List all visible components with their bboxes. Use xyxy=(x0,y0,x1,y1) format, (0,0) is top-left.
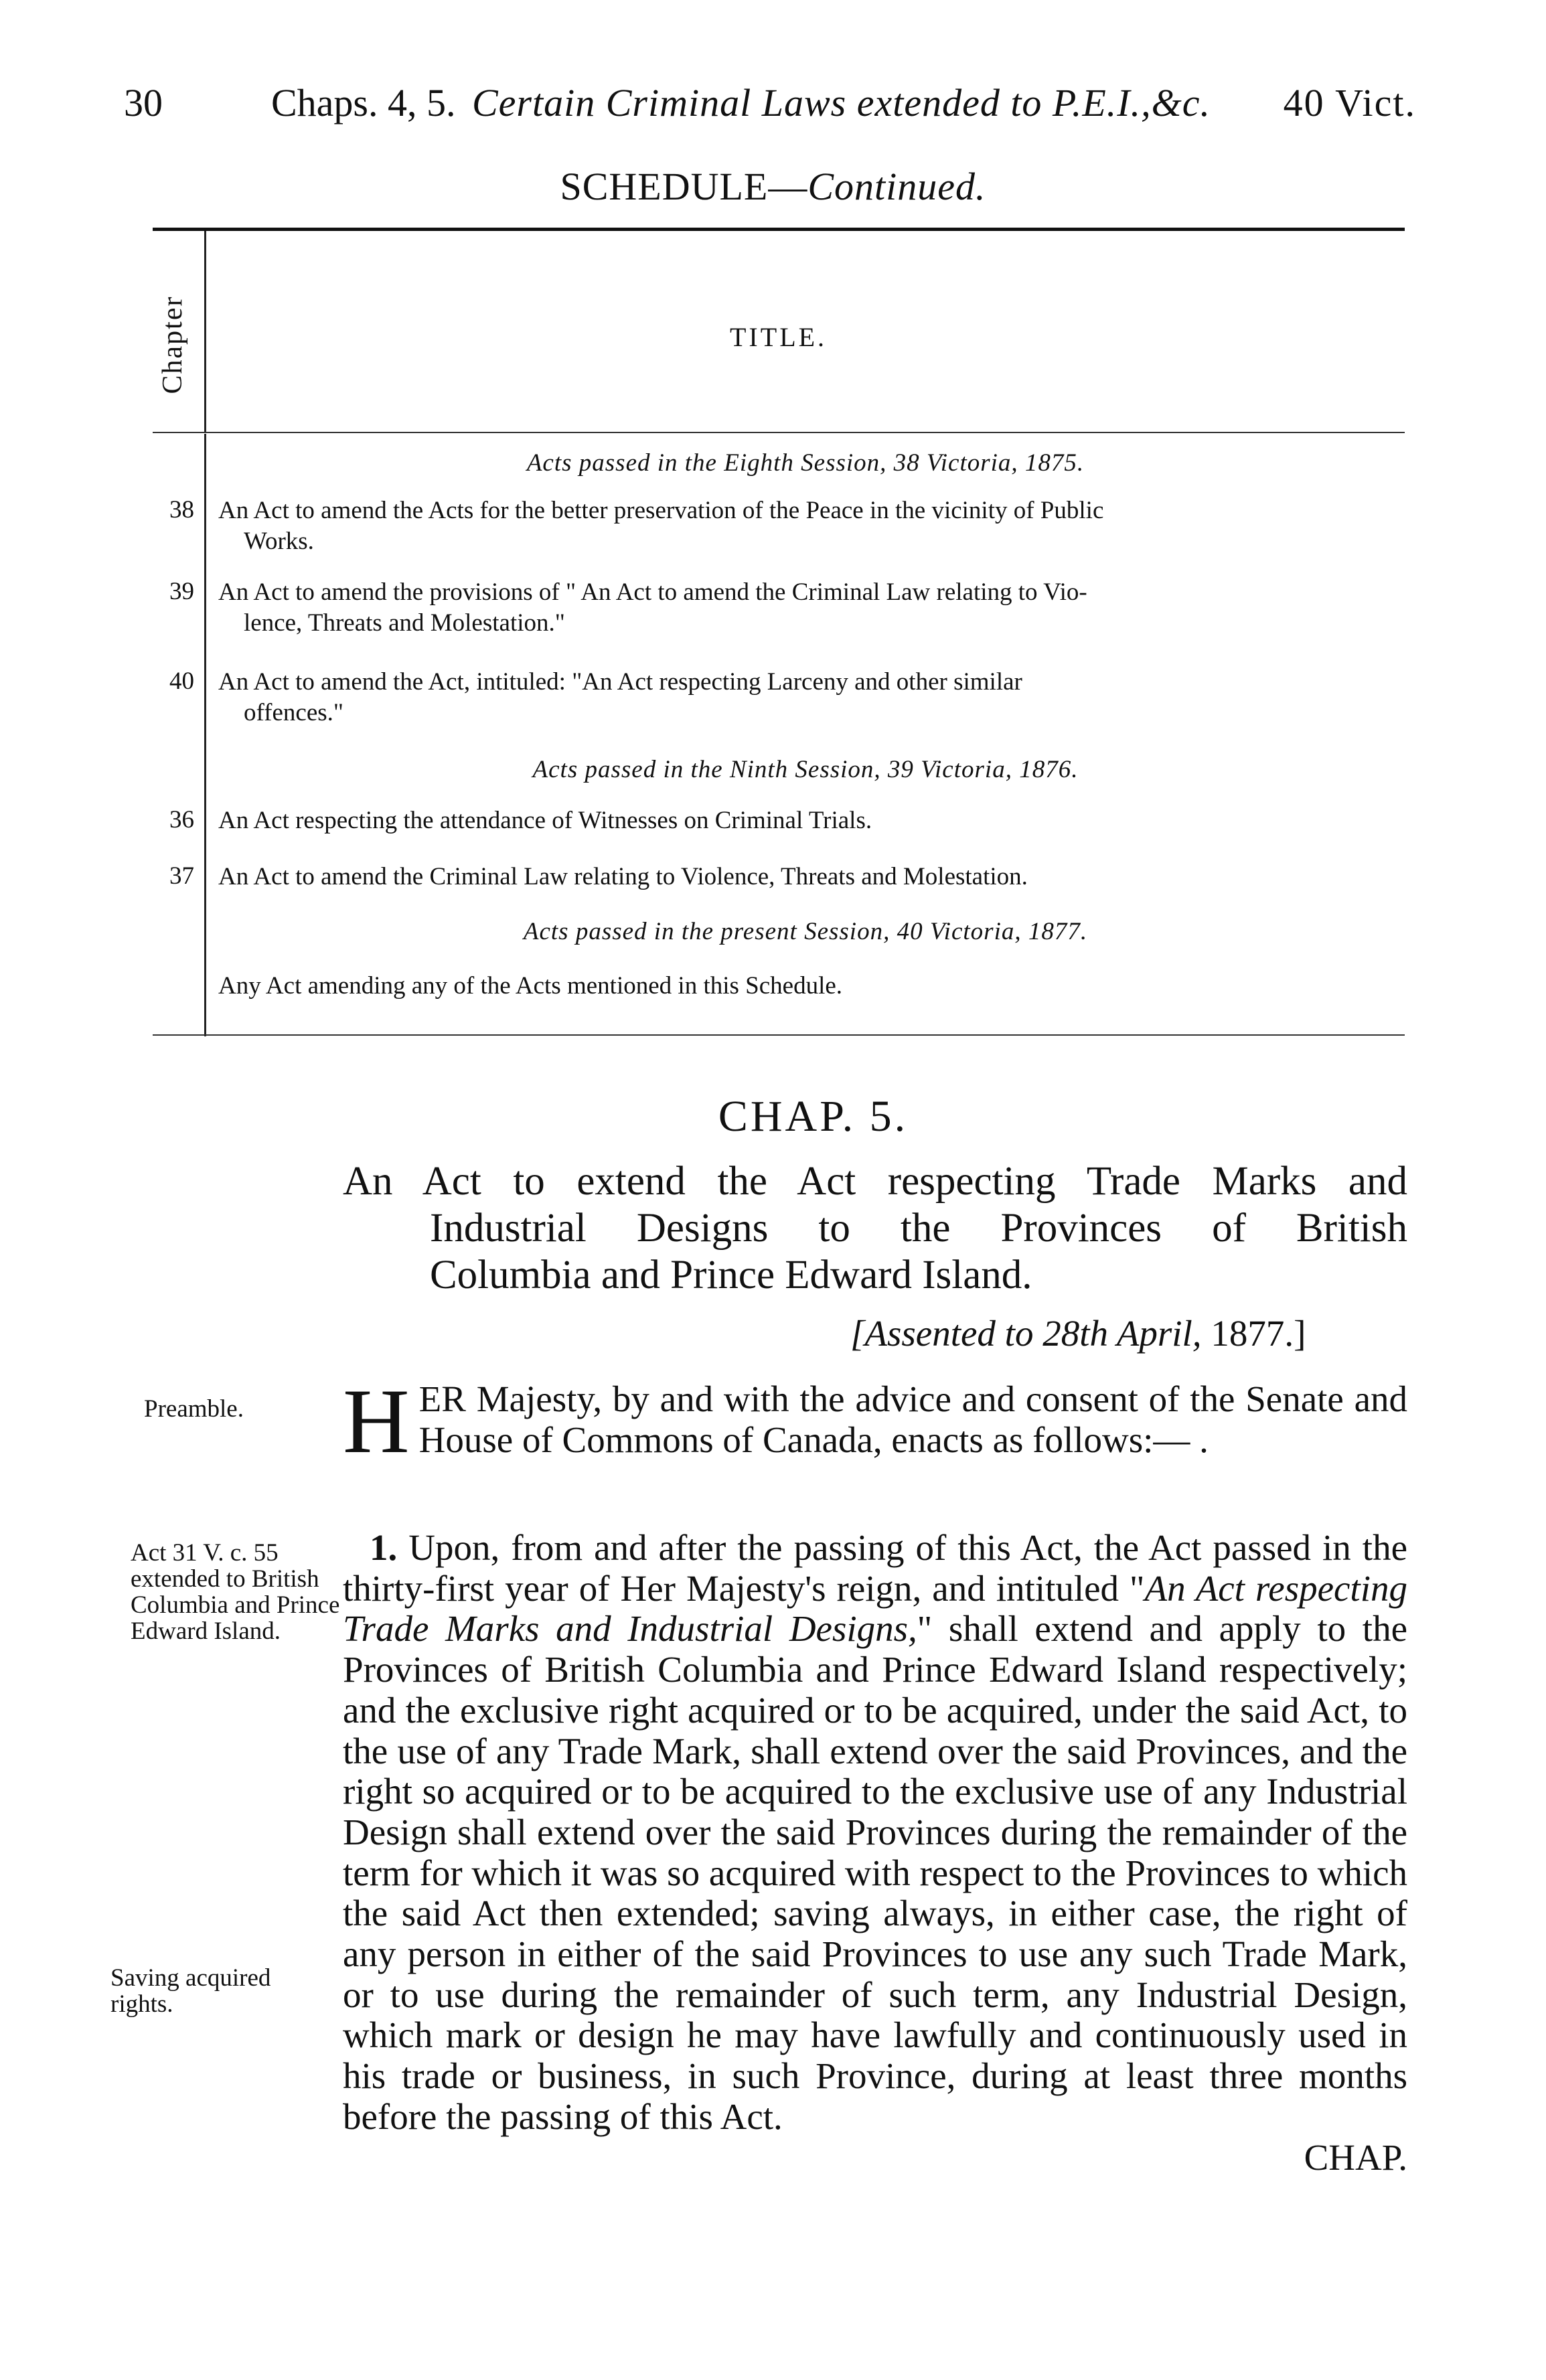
margin-note-act-extended: Act 31 V. c. 55 extended to British Columbia and Prince Edward Island. xyxy=(131,1539,340,1645)
margin-note-preamble: Preamble. xyxy=(144,1395,244,1423)
preamble-text: ER Majesty, by and with the advice and consent of the Senate and House of Commons of Canada, enacts as follows:— . xyxy=(418,1378,1407,1460)
row-title-continuation: lence, Threats and Molestation." xyxy=(244,609,565,637)
row-title-line: An Act to amend the Act, intituled: "An Act respecting Larceny and other similar xyxy=(218,668,1022,696)
running-title: Certain Criminal Laws extended to P.E.I.,&c. xyxy=(472,81,1211,125)
table-column-divider-body xyxy=(204,434,206,1036)
page-number: 30 xyxy=(124,81,163,125)
row-chapter-number: 38 xyxy=(169,496,194,524)
row-chapter-number: 36 xyxy=(169,806,194,834)
table-column-divider-head xyxy=(204,231,206,432)
row-chapter-number: 37 xyxy=(169,862,194,890)
row-title-line: An Act to amend the Acts for the better preservation of the Peace in the vicinity of Public xyxy=(218,497,1104,524)
section-number: 1. xyxy=(370,1527,398,1568)
table-top-rule xyxy=(153,228,1405,231)
schedule-heading-continued: Continued. xyxy=(807,165,986,208)
preamble-paragraph xyxy=(343,1370,1407,1472)
row-title-continuation: Works. xyxy=(244,528,314,555)
chapters-label: Chaps. 4, 5. xyxy=(271,81,456,125)
regnal-year: 40 Vict. xyxy=(1283,81,1416,125)
section-1-paragraph xyxy=(343,1528,1407,2178)
act-title-line: An Act to extend the Act respecting Trade Marks and xyxy=(343,1159,1407,1204)
row-title xyxy=(218,667,1403,728)
margin-note-saving: Saving acquired rights. xyxy=(110,1964,271,2018)
row-chapter-number: 39 xyxy=(169,578,194,605)
row-title: Any Act amending any of the Acts mentioned in this Schedule. xyxy=(218,972,843,1000)
chapter-heading: CHAP. 5. xyxy=(718,1092,909,1141)
schedule-heading xyxy=(0,164,1546,209)
row-title-continuation: offences." xyxy=(244,699,343,726)
session-label: Acts passed in the Ninth Session, 39 Victoria, 1876. xyxy=(532,756,1079,783)
schedule-heading-text: SCHEDULE— xyxy=(560,165,808,208)
act-title xyxy=(343,1158,1407,1299)
row-chapter-number: 40 xyxy=(169,667,194,695)
act-title-line: Industrial Designs to the Provinces of British xyxy=(430,1206,1407,1251)
assent-post: 1877.] xyxy=(1201,1313,1306,1354)
row-title: An Act to amend the Criminal Law relating to Violence, Threats and Molestation. xyxy=(218,863,1028,890)
catchword: CHAP. xyxy=(1304,2136,1407,2178)
column-head-chapter xyxy=(146,281,200,408)
running-header xyxy=(124,80,1416,141)
assent-day: 28th April, xyxy=(1042,1313,1202,1354)
assent-pre: [Assented to xyxy=(850,1313,1043,1354)
row-title xyxy=(218,495,1403,557)
table-bottom-rule xyxy=(153,1034,1405,1036)
row-title: An Act respecting the attendance of Witnesses on Criminal Trials. xyxy=(218,807,872,834)
section-text-cont: " shall extend and apply to the Provinces of British Columbia and Prince Edward Island respectively; and the exclusive right acquired or to be acquired, under the said Act, to the use of any Trade Mark, shall extend over the said Provinces, and the right so acquired or to be acquired to the exclusive use of any Industrial Design shall extend over the said Provinces during the remainder of the term for which it was so acquired with respect to the Provinces to which the said Act then extended; saving always, in either case, the right of any person in either of the said Provinces to use any such Trade Mark, or to use during the remainder of such term, any Industrial Design, which mark or design he may have lawfully and continuously used in his trade or business, in such Province, during at least three months before the passing of this Act. xyxy=(343,1608,1408,2137)
assent-date xyxy=(850,1312,1306,1354)
row-title xyxy=(218,577,1403,639)
table-header-rule xyxy=(153,432,1405,433)
column-head-title: TITLE. xyxy=(730,322,828,352)
session-label: Acts passed in the Eighth Session, 38 Victoria, 1875. xyxy=(526,449,1085,477)
section-text: Upon, from and after the passing of this Act, the Act passed in the thirty-first year of Her Majesty's reign, and intituled " xyxy=(343,1527,1407,1609)
act-title-line: Columbia and Prince Edward Island. xyxy=(430,1253,1032,1297)
session-label: Acts passed in the present Session, 40 Victoria, 1877. xyxy=(523,918,1088,945)
section-cited-act: An Act respecting Trade Marks and Industrial Designs, xyxy=(343,1567,1407,1650)
column-head-chapter-text: Chapter xyxy=(157,295,188,394)
drop-cap: H xyxy=(343,1370,410,1472)
row-title-line: An Act to amend the provisions of " An Act to amend the Criminal Law relating to Vio- xyxy=(218,578,1087,606)
